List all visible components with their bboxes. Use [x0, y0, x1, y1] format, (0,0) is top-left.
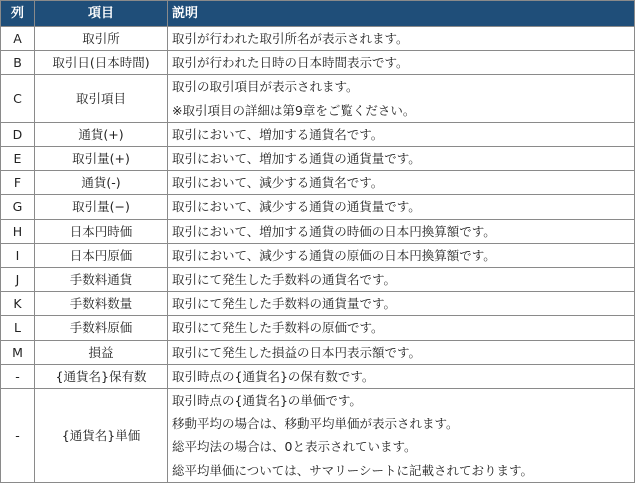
row-description [168, 340, 635, 364]
row-col-letter: B [1, 51, 35, 75]
description-line: 取引において、増加する通貨名です。 [172, 126, 384, 142]
row-item-name: {通貨名}単価 [35, 389, 168, 483]
row-col-letter: D [1, 122, 35, 146]
description-line: 総平均法の場合は、0と表示されています。 [172, 439, 417, 455]
table-row [1, 146, 635, 170]
row-item-name: 手数料数量 [35, 292, 168, 316]
table-row [1, 219, 635, 243]
description-line: 取引において、増加する通貨の通貨量です。 [172, 150, 421, 166]
header-col: 列 [1, 1, 35, 27]
row-description [168, 195, 635, 219]
table-row [1, 51, 635, 75]
description-line: 移動平均の場合は、移動平均単価が表示されます。 [172, 416, 459, 432]
table-row [1, 171, 635, 195]
table-row [1, 364, 635, 388]
row-col-letter: E [1, 146, 35, 170]
row-description [168, 146, 635, 170]
row-description [168, 364, 635, 388]
row-description [168, 292, 635, 316]
description-line: 取引にて発生した手数料の原価です。 [172, 320, 384, 336]
row-item-name: 日本円時価 [35, 219, 168, 243]
table-row [1, 268, 635, 292]
row-col-letter: K [1, 292, 35, 316]
row-col-letter: A [1, 27, 35, 51]
row-item-name: 取引日(日本時間) [35, 51, 168, 75]
row-description [168, 389, 635, 483]
header-row [1, 1, 635, 27]
row-item-name: 通貨(-) [35, 171, 168, 195]
description-line: 取引時点の{通貨名}の保有数です。 [172, 368, 375, 384]
row-description [168, 75, 635, 122]
row-item-name: 取引所 [35, 27, 168, 51]
description-line: 取引にて発生した手数料の通貨量です。 [172, 296, 397, 312]
description-line: 取引において、減少する通貨の通貨量です。 [172, 199, 421, 215]
table-row [1, 27, 635, 51]
table-row [1, 122, 635, 146]
description-line: 取引時点の{通貨名}の単価です。 [172, 393, 362, 409]
row-item-name: 取引量(+) [35, 146, 168, 170]
row-item-name: 通貨(+) [35, 122, 168, 146]
row-col-letter: G [1, 195, 35, 219]
description-line: 取引において、増加する通貨の時価の日本円換算額です。 [172, 223, 496, 239]
table-row [1, 292, 635, 316]
row-item-name: 日本円原価 [35, 243, 168, 267]
row-col-letter: J [1, 268, 35, 292]
description-line: 取引が行われた取引所名が表示されます。 [172, 31, 409, 46]
row-description [168, 122, 635, 146]
description-line: 取引にて発生した手数料の通貨名です。 [172, 272, 397, 287]
row-description [168, 268, 635, 292]
row-col-letter: H [1, 219, 35, 243]
row-item-name: 手数料通貨 [35, 268, 168, 292]
row-col-letter: L [1, 316, 35, 340]
description-line: 総平均単価については、サマリーシートに記載されております。 [172, 462, 534, 478]
row-item-name: 手数料原価 [35, 316, 168, 340]
header-desc: 説明 [168, 1, 635, 27]
table-row [1, 316, 635, 340]
row-col-letter: C [1, 75, 35, 122]
row-item-name: {通貨名}保有数 [35, 364, 168, 388]
row-col-letter: - [1, 364, 35, 388]
description-line: 取引の取引項目が表示されます。 [172, 79, 359, 95]
table-row [1, 75, 635, 122]
row-col-letter: F [1, 171, 35, 195]
table-row [1, 340, 635, 364]
table-row [1, 243, 635, 267]
table-body [1, 27, 635, 483]
header-item: 項目 [35, 1, 168, 27]
row-description [168, 243, 635, 267]
row-item-name: 取引量(−) [35, 195, 168, 219]
row-item-name: 損益 [35, 340, 168, 364]
description-line: 取引において、減少する通貨名です。 [172, 175, 384, 191]
table-row [1, 389, 635, 483]
row-description [168, 219, 635, 243]
row-col-letter: I [1, 243, 35, 267]
row-item-name: 取引項目 [35, 75, 168, 122]
row-col-letter: M [1, 340, 35, 364]
row-col-letter: - [1, 389, 35, 483]
table-row [1, 195, 635, 219]
description-line: 取引にて発生した損益の日本円表示額です。 [172, 344, 422, 360]
description-line: 取引が行われた日時の日本時間表示です。 [172, 55, 409, 71]
description-line: ※取引項目の詳細は第9章をご覧ください。 [172, 102, 416, 118]
row-description [168, 27, 635, 51]
row-description [168, 51, 635, 75]
row-description [168, 171, 635, 195]
description-line: 取引において、減少する通貨の原価の日本円換算額です。 [172, 247, 496, 263]
row-description [168, 316, 635, 340]
